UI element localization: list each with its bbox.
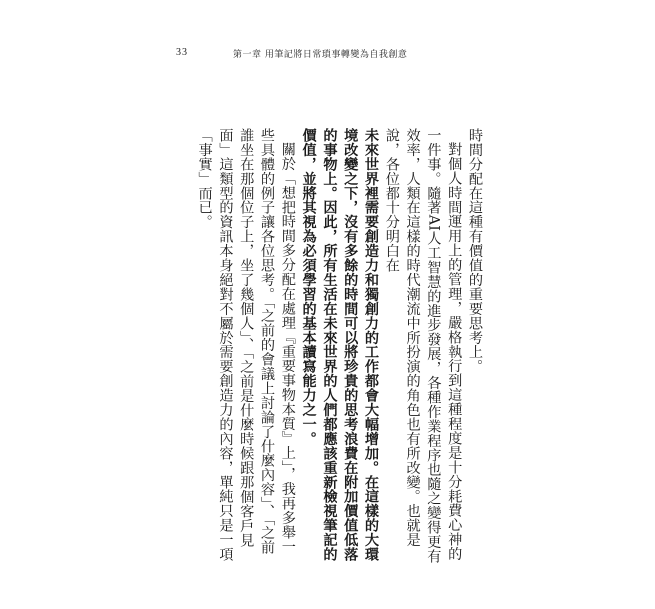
paragraph-examples: 關於「想把時間多分配在處理『重要事物本質』上」，我再多舉一些具體的例子讓各位思考。「之前的會議上討論了什麼內容」、「之前誰坐在那個位子上，坐了幾個人」、「之前是什麼時候跟那個客戶見面」這類型的資訊本身絕對不屬於需要創造力的內容，單純只是一項「事實」而已。 [196, 128, 296, 562]
paragraph-continuation: 時間分配在這種有價值的重要思考上。 [467, 128, 483, 374]
paragraph-emphasis: 未來世界裡需要創造力和獨創力的工作都會大幅增加。在這樣的大環境改變之下，沒有多餘的時間可以將珍貴的思考浪費在附加價值低落的事物上。因此，所有生活在未來世界的人們都應該重新檢視筆記的價值，並將其視為必須學習的基本讀寫能力之一。 [300, 128, 380, 562]
paragraph-time-management: 對個人時間運用上的管理，嚴格執行到這種程度是十分耗費心神的一件事。隨著AI人工智慧的進步發展，各種作業程序也隨之變得更有效率，人類在這樣的時代潮流中所扮演的角色也有所改變。也就是說，各位都十分明白在 [383, 128, 463, 564]
body-text [165, 128, 485, 568]
running-header: 第一章 用筆記將日常瑣事轉變為自我創意 [233, 50, 408, 60]
page-number: 33 [176, 47, 188, 58]
